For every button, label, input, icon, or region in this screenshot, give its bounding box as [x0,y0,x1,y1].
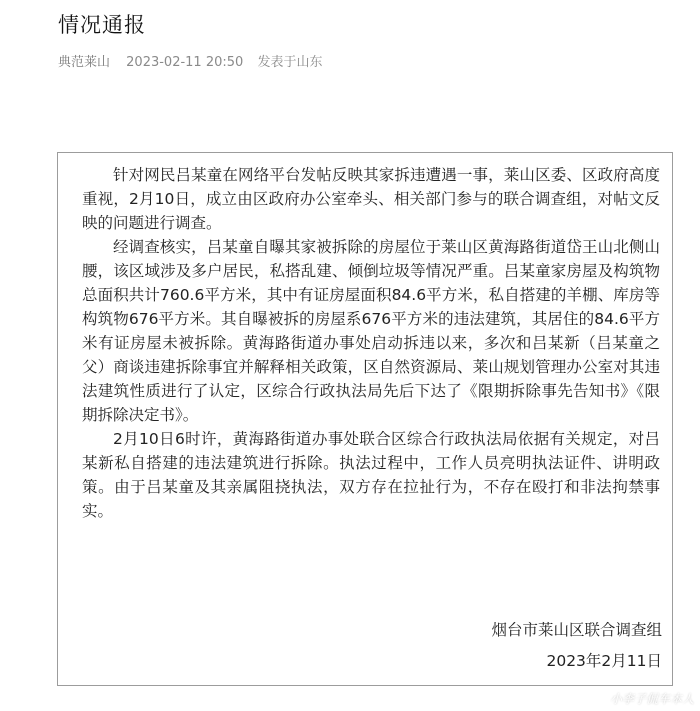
notice-date: 2023年2月11日 [546,652,662,670]
author-name[interactable]: 典范莱山 [58,55,111,70]
notice-paragraph: 经调查核实，吕某童自曝其家被拆除的房屋位于莱山区黄海路街道岱王山北侧山腰，该区域涉及多户居民，私搭乱建、倾倒垃圾等情况严重。吕某童家房屋及构筑物总面积共计760.6平方米，其中有证房屋面积84.6平方米，私自搭建的羊棚、库房等构筑物676平方米。其自曝被拆的房屋系676平方米的违法建筑，其居住的84.6平方米有证房屋未被拆除。黄海路街道办事处启动拆违以来，多次和吕某新（吕某童之父）商谈违建拆除事宜并解释相关政策，区自然资源局、莱山规划管理办公室对其违法建筑性质进行了认定，区综合行政执法局先后下达了《限期拆除事先告知书》《限期拆除决定书》。 [82,238,660,424]
publish-time: 2023-02-11 20:50 [126,55,244,70]
notice-body [82,163,660,523]
publish-location: 发表于山东 [257,55,323,70]
notice-paragraph: 针对网民吕某童在网络平台发帖反映其家拆违遭遇一事，莱山区委、区政府高度重视，2月10日，成立由区政府办公室牵头、相关部门参与的联合调查组，对帖文反映的问题进行调查。 [82,166,660,232]
notice-image [57,152,673,686]
notice-paragraph: 2月10日6时许，黄海路街道办事处联合区综合行政执法局依据有关规定，对吕某新私自搭建的违法建筑进行拆除。执法过程中，工作人员亮明执法证件、讲明政策。由于吕某童及其亲属阻挠执法，双方存在拉扯行为，不存在殴打和非法拘禁事实。 [82,430,660,520]
watermark: 小李子侃车本人 [609,692,694,706]
article-title: 情况通报 [58,13,146,37]
notice-signature: 烟台市莱山区联合调查组 [491,621,662,639]
article-meta [58,51,322,70]
notice-sign-off [491,615,662,677]
